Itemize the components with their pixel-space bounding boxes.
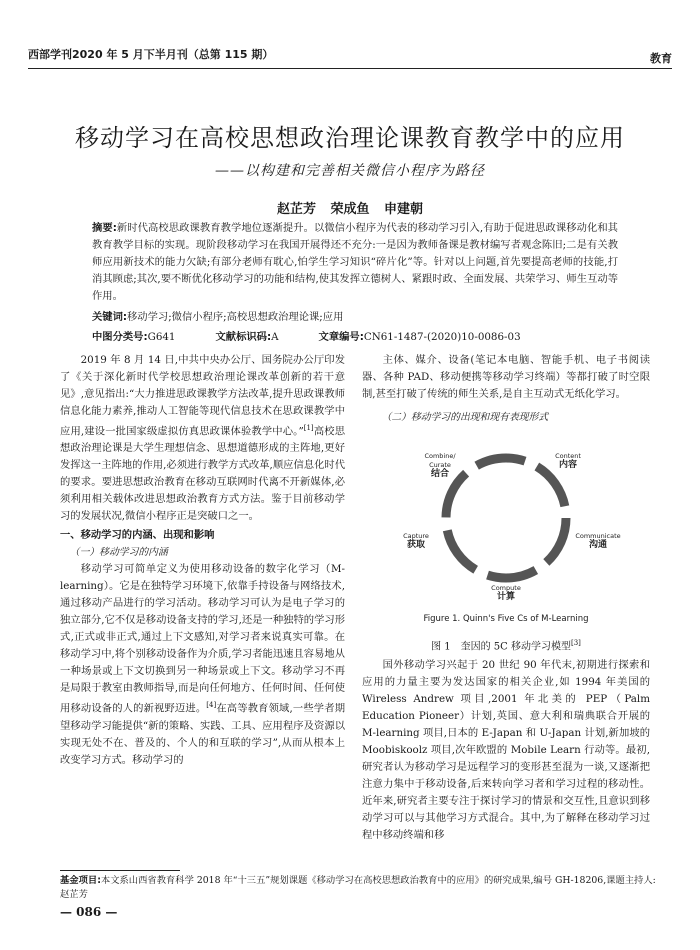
clc-value: G641 [147, 331, 176, 343]
five-cs-diagram [362, 430, 650, 605]
keywords [92, 308, 618, 323]
figure-caption [362, 635, 650, 655]
footnote-label: 基金项目: [60, 875, 101, 886]
footnote [60, 874, 660, 902]
header-rule [28, 68, 672, 69]
page-number: — 086 — [60, 905, 118, 919]
figure-five-cs [362, 430, 650, 635]
left-column [60, 352, 345, 769]
footnote-text: 本文系山西省教育科学 2018 年“十三五”规划课题《移动学习在高校思想政治教育中的应用》的研究成果,编号 GH-18206,课题主持人:赵芷芳 [60, 875, 656, 900]
paragraph [60, 561, 345, 768]
right-column [362, 352, 650, 844]
abstract-text: 新时代高校思政课教育教学地位逐渐提升。以微信小程序为代表的移动学习引入,有助于促进思政课移动化和其教育教学目标的实现。现阶段移动学习在我国开展得还不充分:一是因为教师备课是教材编写者观念陈旧;二是有关教师应用新技术的能力欠缺;有部分老师有耽心,怕学生学习知识“碎片化”等。针对以上问题,首先要提高老师的技能,打消其顾虑;其次,要不断优化移动学习的功能和结构,使其发挥立德树人、紧跟时政、全面发展、共荣学习、师生互动等作用。 [92, 222, 618, 302]
subsection-heading: （二）移动学习的出现和现有表现形式 [381, 412, 549, 423]
article-subtitle: ——以构建和完善相关微信小程序为路径 [215, 163, 485, 179]
author-name: 荣成鱼 [330, 202, 370, 217]
author-name: 申建朝 [384, 202, 424, 217]
paragraph-text: 2019 年 8 月 14 日,中共中央办公厅、国务院办公厅印发了《关于深化新时代学校思想政治理论课改革创新的若干意见》,意见指出:“大力推进思政课教学方法改革,提升思政课教师信息化能力素养,推动人工智能等现代信息技术在思政课教学中应用,建设一批国家级虚拟仿真思政课体验教学中心。” [60, 354, 345, 438]
authors [0, 198, 700, 217]
clc-label: 中图分类号: [92, 331, 148, 343]
article-meta [92, 328, 660, 343]
paragraph-text: 高校思想政治理论课是大学生理想信念、思想道德形成的主阵地,更好发挥这一主阵地的作用,必须进行教学方式改革,顺应信息化时代的要求。要进思想政治教育在移动互联网时代离不开新媒体,必须利用相关载体改进思想政治教育方式方法。鉴于目前移动学习的发展状况,微信小程序正是突破口之一。 [60, 425, 346, 523]
footnote-rule [60, 870, 180, 871]
article-id-label: 文章编号: [318, 331, 364, 343]
doc-code-value: A [271, 331, 279, 343]
paragraph-text: 移动学习可简单定义为使用移动设备的数字化学习（M-learning）。它是在独特学习环境下,依靠手持设备与网络技术,通过移动产品进行的学习活动。移动学习可认为是电子学习的独立部分,它不仅是移动设备支持的学习,还是一种独特的学习形式,正式或非正式,通过上下文感知,对学习者来说真实可靠。在移动学习中,将个别移动设备作为介质,学习者能迅速且容易地从一种场景或上下文切换到另一种场景或上下文。移动学习不再是局限于教室由教师指导,而是向任何地方、任何时间、任何使用移动设备的人的新视野迈进。 [60, 563, 345, 715]
paragraph [60, 352, 345, 525]
citation: [4] [206, 701, 217, 710]
journal-header: 西部学刊2020 年 5 月下半月刊（总第 115 期） [28, 48, 274, 61]
citation: [1] [303, 424, 314, 432]
node-content: Content 内容 [555, 452, 581, 470]
doc-code-label: 文献标识码: [215, 331, 272, 343]
subsection-heading: （一）移动学习的内涵 [69, 547, 168, 559]
node-compute: Compute 计算 [491, 584, 521, 602]
keywords-label: 关键词: [92, 311, 128, 323]
cycle-arrows [446, 458, 566, 578]
article-id-value: CN61-1487-(2020)10-0086-03 [363, 331, 521, 343]
author-name: 赵芷芳 [276, 202, 316, 217]
node-communicate: Communicate 沟通 [575, 532, 621, 550]
citation: [3] [571, 639, 581, 647]
node-capture: Capture 获取 [403, 532, 429, 550]
paragraph-text: 在高等教育领域,一些学者期望移动学习能提供“新的策略、实践、工具、应用程序及资源以实现无处不在、普及的、个人的和互联的学习”,从而从根本上改变学习方式。移动学习的 [60, 702, 346, 766]
paragraph: 国外移动学习兴起于 20 世纪 90 年代末,初期进行探索和应用的力量主要为发达国家的相关企业,如 1994 年美国的 Wireless Andrew 项目,2001 年北美的 PEP（Palm Education Pioneer）计划,英国、意大利和瑞典联合开展的 M-learning 项目,日本的 E-Japan 和 U-Japan 计划,新加坡的 Moobiskoolz 项目,次年欧盟的 Mobile Learn 行动等。最初,研究者认为移动学习是远程学习的变形甚至混为一谈,又逐渐把注意力集中于移动设备,后来转向学习者和学习过程的移动性。近年来,研究者主要专注于探讨学习的情景和交互性,且意识到移动学习可以与其他学习方式混合。其中,为了解释在移动学习过程中移动终端和移 [362, 659, 650, 842]
abstract-label: 摘要: [92, 222, 117, 234]
keywords-text: 移动学习;微信小程序;高校思想政治理论课;应用 [127, 311, 344, 323]
node-combine: Combine/ Curate 结合 [424, 452, 456, 479]
paragraph: 主体、媒介、设备(笔记本电脑、智能手机、电子书阅读器、各种 PAD、移动便携等移动学习终端）等都打破了时空限制,甚至打破了传统的师生关系,是自主互动式无纸化学习。 [362, 354, 650, 400]
figure-caption-text: 图 1 奎因的 5C 移动学习模型 [431, 641, 571, 653]
article-title: 移动学习在高校思想政治理论课教育教学中的应用 [75, 124, 625, 152]
abstract [92, 220, 618, 305]
section-label: 教育 [650, 52, 672, 65]
figure-caption-en: Figure 1. Quinn's Five Cs of M-Learning [423, 614, 589, 624]
section-heading: 一、移动学习的内涵、出现和影响 [60, 529, 215, 542]
